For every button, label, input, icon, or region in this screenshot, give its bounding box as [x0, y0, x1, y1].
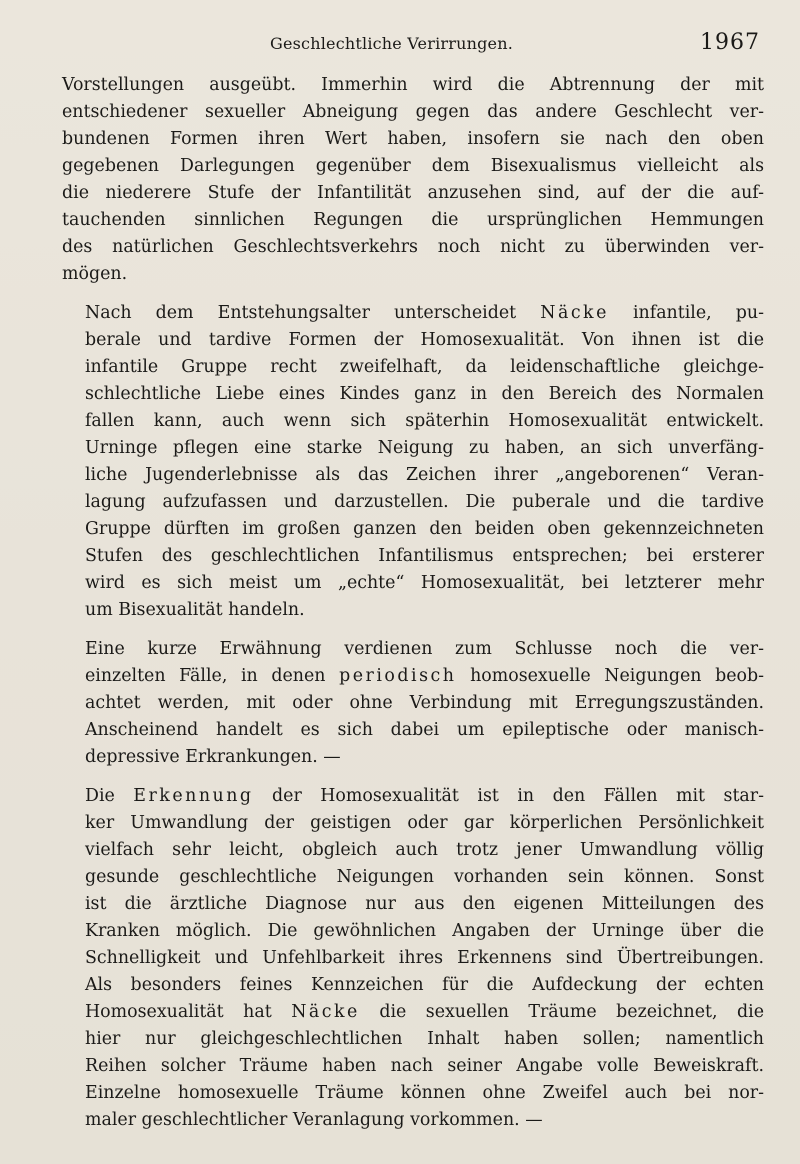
emphasized-term: Näcke [540, 303, 609, 323]
text-line [62, 597, 764, 624]
text-line [62, 663, 764, 690]
line-text: gesunde geschlechtliche Neigungen vorhanden sein können. Sonst [85, 867, 764, 887]
line-text: gegebenen Darlegungen gegenüber dem Bisexualismus vielleicht als [62, 156, 764, 176]
text-line [62, 837, 764, 864]
text-line [62, 234, 764, 261]
line-text: hier nur gleichgeschlechtlichen Inhalt haben sollen; namentlich [85, 1029, 764, 1049]
text-line [62, 180, 764, 207]
line-text: die niederere Stufe der Infantilität anzusehen sind, auf der die auf- [62, 183, 764, 203]
line-text: Nach dem Entstehungsalter unterscheidet [85, 303, 541, 323]
line-text: ist die ärztliche Diagnose nur aus den eigenen Mitteilungen des [85, 894, 764, 914]
body-text [62, 72, 764, 1146]
line-text: mögen. [62, 264, 128, 284]
line-text: Vorstellungen ausgeübt. Immerhin wird die Abtrennung der mit [62, 75, 764, 95]
line-text: Anscheinend handelt es sich dabei um epileptische oder manisch- [85, 720, 764, 740]
text-line [62, 636, 764, 663]
text-line [62, 972, 764, 999]
line-text: die sexuellen Träume bezeichnet, die [359, 1002, 764, 1022]
text-line [62, 516, 764, 543]
text-line [62, 489, 764, 516]
text-line [62, 207, 764, 234]
text-line [62, 543, 764, 570]
line-text: infantile Gruppe recht zweifelhaft, da leidenschaftliche gleichge- [85, 357, 764, 377]
line-text: Die [85, 786, 134, 806]
text-line [62, 1053, 764, 1080]
text-line [62, 918, 764, 945]
text-line [62, 381, 764, 408]
text-line [62, 1107, 764, 1134]
emphasized-term: Erkennung [133, 786, 254, 806]
text-line [62, 126, 764, 153]
line-text: depressive Erkrankungen. — [85, 747, 341, 767]
line-text: entschiedener sexueller Abneigung gegen das andere Geschlecht ver- [62, 102, 764, 122]
page-number: 1967 [700, 30, 760, 55]
line-text: der Homosexualität ist in den Fällen mit star- [253, 786, 764, 806]
text-line [62, 744, 764, 771]
line-text: Schnelligkeit und Unfehlbarkeit ihres Erkennens sind Übertreibungen. [85, 948, 764, 968]
line-text: infantile, pu- [608, 303, 764, 323]
line-text: schlechtliche Liebe eines Kindes ganz in den Bereich des Normalen [85, 384, 764, 404]
line-text: vielfach sehr leicht, obgleich auch trotz jener Umwandlung völlig [85, 840, 764, 860]
paragraph [62, 300, 764, 624]
line-text: bundenen Formen ihren Wert haben, insofern sie nach den oben [62, 129, 764, 149]
text-line [62, 462, 764, 489]
line-text: maler geschlechtlicher Veranlagung vorkommen. — [85, 1110, 543, 1130]
text-line [62, 435, 764, 462]
text-line [62, 999, 764, 1026]
text-line [62, 570, 764, 597]
paragraph [62, 72, 764, 288]
running-title: Geschlechtliche Verirrungen. [270, 34, 513, 53]
paragraph [62, 636, 764, 771]
emphasized-term: Näcke [291, 1002, 360, 1022]
line-text: Homosexualität hat [85, 1002, 292, 1022]
line-text: wird es sich meist um „echte“ Homosexualität, bei letzterer mehr [85, 573, 764, 593]
text-line [62, 717, 764, 744]
text-line [62, 783, 764, 810]
line-text: liche Jugenderlebnisse als das Zeichen ihrer „angeborenen“ Veran- [85, 465, 764, 485]
text-line [62, 1026, 764, 1053]
emphasized-term: periodisch [339, 666, 457, 686]
text-line [62, 72, 764, 99]
text-line [62, 1080, 764, 1107]
line-text: des natürlichen Geschlechtsverkehrs noch nicht zu überwinden ver- [62, 237, 764, 257]
line-text: Eine kurze Erwähnung verdienen zum Schlusse noch die ver- [85, 639, 764, 659]
text-line [62, 690, 764, 717]
line-text: tauchenden sinnlichen Regungen die ursprünglichen Hemmungen [62, 210, 764, 230]
line-text: Einzelne homosexuelle Träume können ohne Zweifel auch bei nor- [85, 1083, 764, 1103]
text-line [62, 891, 764, 918]
line-text: Stufen des geschlechtlichen Infantilismus entsprechen; bei ersterer [85, 546, 764, 566]
line-text: einzelten Fälle, in denen [85, 666, 340, 686]
line-text: um Bisexualität handeln. [85, 600, 305, 620]
line-text: Urninge pflegen eine starke Neigung zu haben, an sich unverfäng- [85, 438, 764, 458]
line-text: lagung aufzufassen und darzustellen. Die puberale und die tardive [85, 492, 764, 512]
text-line [62, 810, 764, 837]
text-line [62, 300, 764, 327]
line-text: ker Umwandlung der geistigen oder gar körperlichen Persönlichkeit [85, 813, 764, 833]
page-header [60, 30, 760, 60]
text-line [62, 327, 764, 354]
line-text: Als besonders feines Kennzeichen für die Aufdeckung der echten [85, 975, 764, 995]
line-text: homosexuelle Neigungen beob- [456, 666, 764, 686]
text-line [62, 99, 764, 126]
line-text: Gruppe dürften im großen ganzen den beiden oben gekennzeichneten [85, 519, 764, 539]
paragraph [62, 783, 764, 1134]
text-line [62, 408, 764, 435]
text-line [62, 261, 764, 288]
line-text: achtet werden, mit oder ohne Verbindung mit Erregungszuständen. [85, 693, 764, 713]
line-text: fallen kann, auch wenn sich späterhin Homosexualität entwickelt. [85, 411, 764, 431]
text-line [62, 864, 764, 891]
line-text: Reihen solcher Träume haben nach seiner Angabe volle Beweiskraft. [85, 1056, 764, 1076]
text-line [62, 945, 764, 972]
line-text: berale und tardive Formen der Homosexualität. Von ihnen ist die [85, 330, 764, 350]
text-line [62, 354, 764, 381]
line-text: Kranken möglich. Die gewöhnlichen Angaben der Urninge über die [85, 921, 764, 941]
text-line [62, 153, 764, 180]
